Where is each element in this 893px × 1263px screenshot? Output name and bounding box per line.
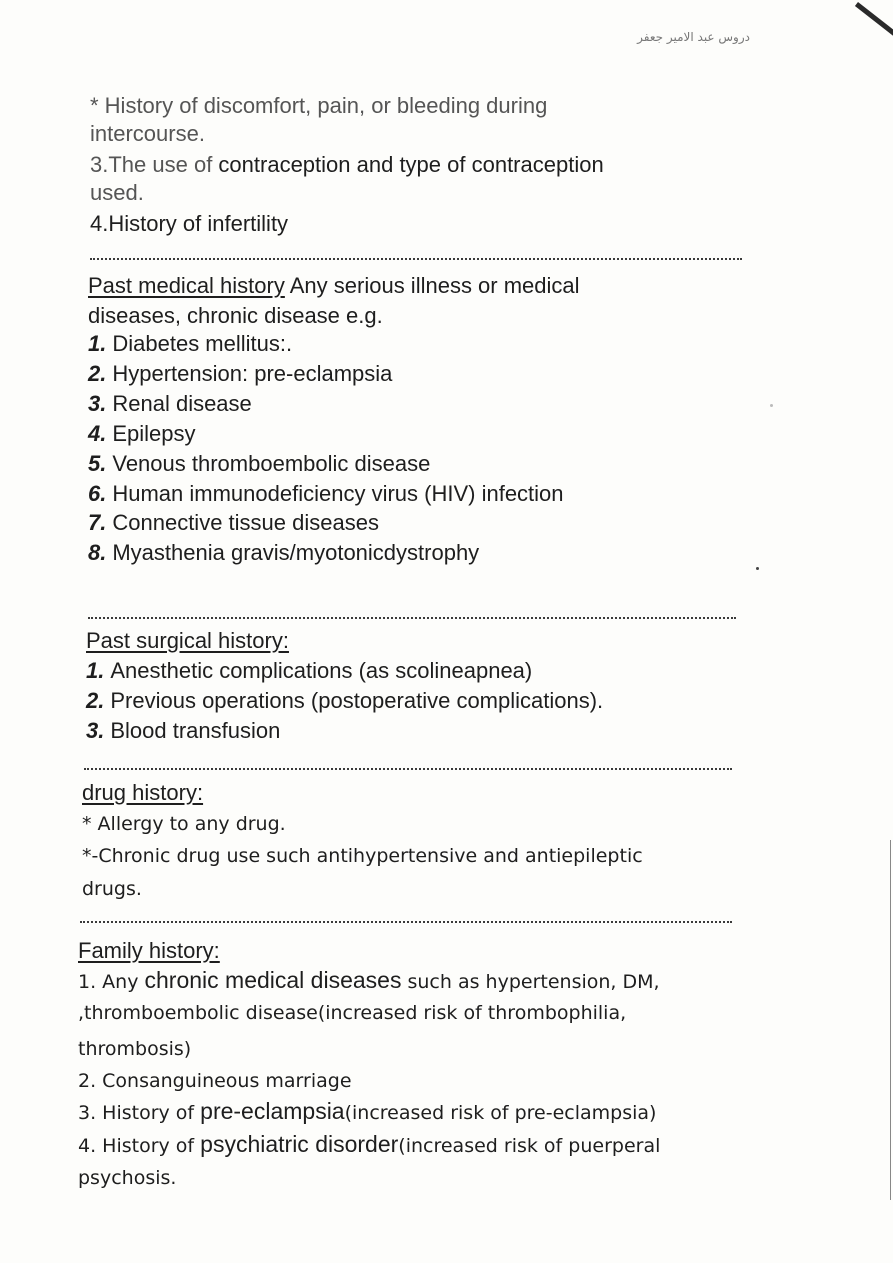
- scan-edge-line: [890, 840, 891, 1200]
- item-number: 1.: [86, 658, 105, 683]
- past-medical-heading: [88, 272, 580, 300]
- family-item-4-start: 4. History of: [78, 1135, 201, 1157]
- intercourse-line: intercourse.: [90, 121, 205, 146]
- list-item: [88, 450, 430, 478]
- divider-4: [80, 921, 732, 923]
- item-text: Diabetes mellitus:.: [112, 331, 293, 356]
- list-item: [86, 687, 603, 715]
- item-text: Connective tissue diseases: [112, 510, 379, 535]
- list-item: [88, 390, 252, 418]
- item-number: 2.: [86, 688, 105, 713]
- family-item-2: [78, 1066, 352, 1095]
- family-history-title-text: Family history:: [78, 938, 220, 963]
- scan-speck: [756, 567, 759, 570]
- item-text: Human immunodeficiency virus (HIV) infection: [112, 481, 564, 506]
- item-text: Blood transfusion: [110, 718, 281, 743]
- divider-1: [90, 258, 742, 260]
- family-item-3-end: (increased risk of pre-eclampsia): [344, 1102, 657, 1124]
- item-number: 7.: [88, 510, 107, 535]
- list-item: [86, 717, 280, 745]
- item-number: 3.: [86, 718, 105, 743]
- list-item: [88, 360, 392, 388]
- family-item-4-highlight: psychiatric disorder: [200, 1131, 399, 1157]
- family-item-1-end: such as hypertension, DM,: [401, 971, 660, 993]
- past-medical-intro-2: diseases, chronic disease e.g.: [88, 303, 383, 328]
- family-item-4-end: (increased risk of puerperal: [398, 1135, 661, 1157]
- used-line: used.: [90, 180, 144, 205]
- divider-3: [84, 768, 732, 770]
- item-number: 8.: [88, 540, 107, 565]
- scan-speck: [770, 404, 773, 407]
- list-item: [88, 420, 196, 448]
- item-number: 6.: [88, 481, 107, 506]
- infertility-line: 4.History of infertility: [90, 211, 289, 236]
- contraception-line-start: 3.The use of: [90, 152, 219, 177]
- item-number: 4.: [88, 421, 107, 446]
- handwritten-header-note: دروس عبد الامير جعفر: [637, 30, 750, 44]
- drugs-line: drugs.: [82, 878, 142, 900]
- family-item-1-cont-2: thrombosis): [78, 1038, 192, 1060]
- family-item-3-highlight: pre-eclampsia: [200, 1098, 345, 1124]
- family-history-title: [78, 937, 220, 965]
- item-number: 1.: [88, 331, 107, 356]
- item-text: Hypertension: pre-eclampsia: [112, 361, 393, 386]
- item-number: 3.: [88, 391, 107, 416]
- family-item-1-cont: ,thromboembolic disease(increased risk of thrombophilia,: [78, 1002, 627, 1024]
- drug-history-title-text: drug history:: [82, 780, 204, 805]
- list-item: [88, 509, 379, 537]
- family-item-3-start: 3. History of: [78, 1102, 201, 1124]
- family-item-1-start: 1. Any: [78, 971, 145, 993]
- contraception-line-end: contraception and type of contraception: [218, 152, 604, 177]
- divider-2: [88, 617, 736, 619]
- past-surgical-title-text: Past surgical history:: [86, 628, 289, 653]
- item-text: Myasthenia gravis/myotonicdystrophy: [112, 540, 480, 565]
- scan-corner-mark: [855, 2, 893, 50]
- family-item-1: [78, 966, 660, 996]
- family-item-2-text: 2. Consanguineous marriage: [78, 1070, 352, 1092]
- item-text: Epilepsy: [112, 421, 196, 446]
- list-item: [88, 330, 292, 358]
- discomfort-line: * History of discomfort, pain, or bleeding during: [90, 93, 548, 118]
- past-medical-intro: Any serious illness or medical: [284, 273, 580, 298]
- item-number: 5.: [88, 451, 107, 476]
- list-item: [86, 657, 532, 685]
- family-item-3: [78, 1097, 656, 1127]
- item-text: Previous operations (postoperative complications).: [110, 688, 604, 713]
- family-item-4-cont: psychosis.: [78, 1167, 177, 1189]
- item-number: 2.: [88, 361, 107, 386]
- list-item: [88, 480, 564, 508]
- family-item-1-highlight: chronic medical diseases: [144, 967, 402, 993]
- allergy-line: * Allergy to any drug.: [82, 813, 286, 835]
- drug-history-title: [82, 779, 203, 807]
- chronic-drug-line: *-Chronic drug use such antihypertensive and antiepileptic: [82, 845, 643, 867]
- list-item: [88, 539, 479, 567]
- past-surgical-title: [86, 627, 289, 655]
- family-item-4: [78, 1130, 660, 1160]
- item-text: Venous thromboembolic disease: [112, 451, 431, 476]
- item-text: Anesthetic complications (as scolineapnea): [110, 658, 533, 683]
- past-medical-title: Past medical history: [88, 273, 285, 298]
- contraception-line: [90, 151, 604, 179]
- item-text: Renal disease: [112, 391, 252, 416]
